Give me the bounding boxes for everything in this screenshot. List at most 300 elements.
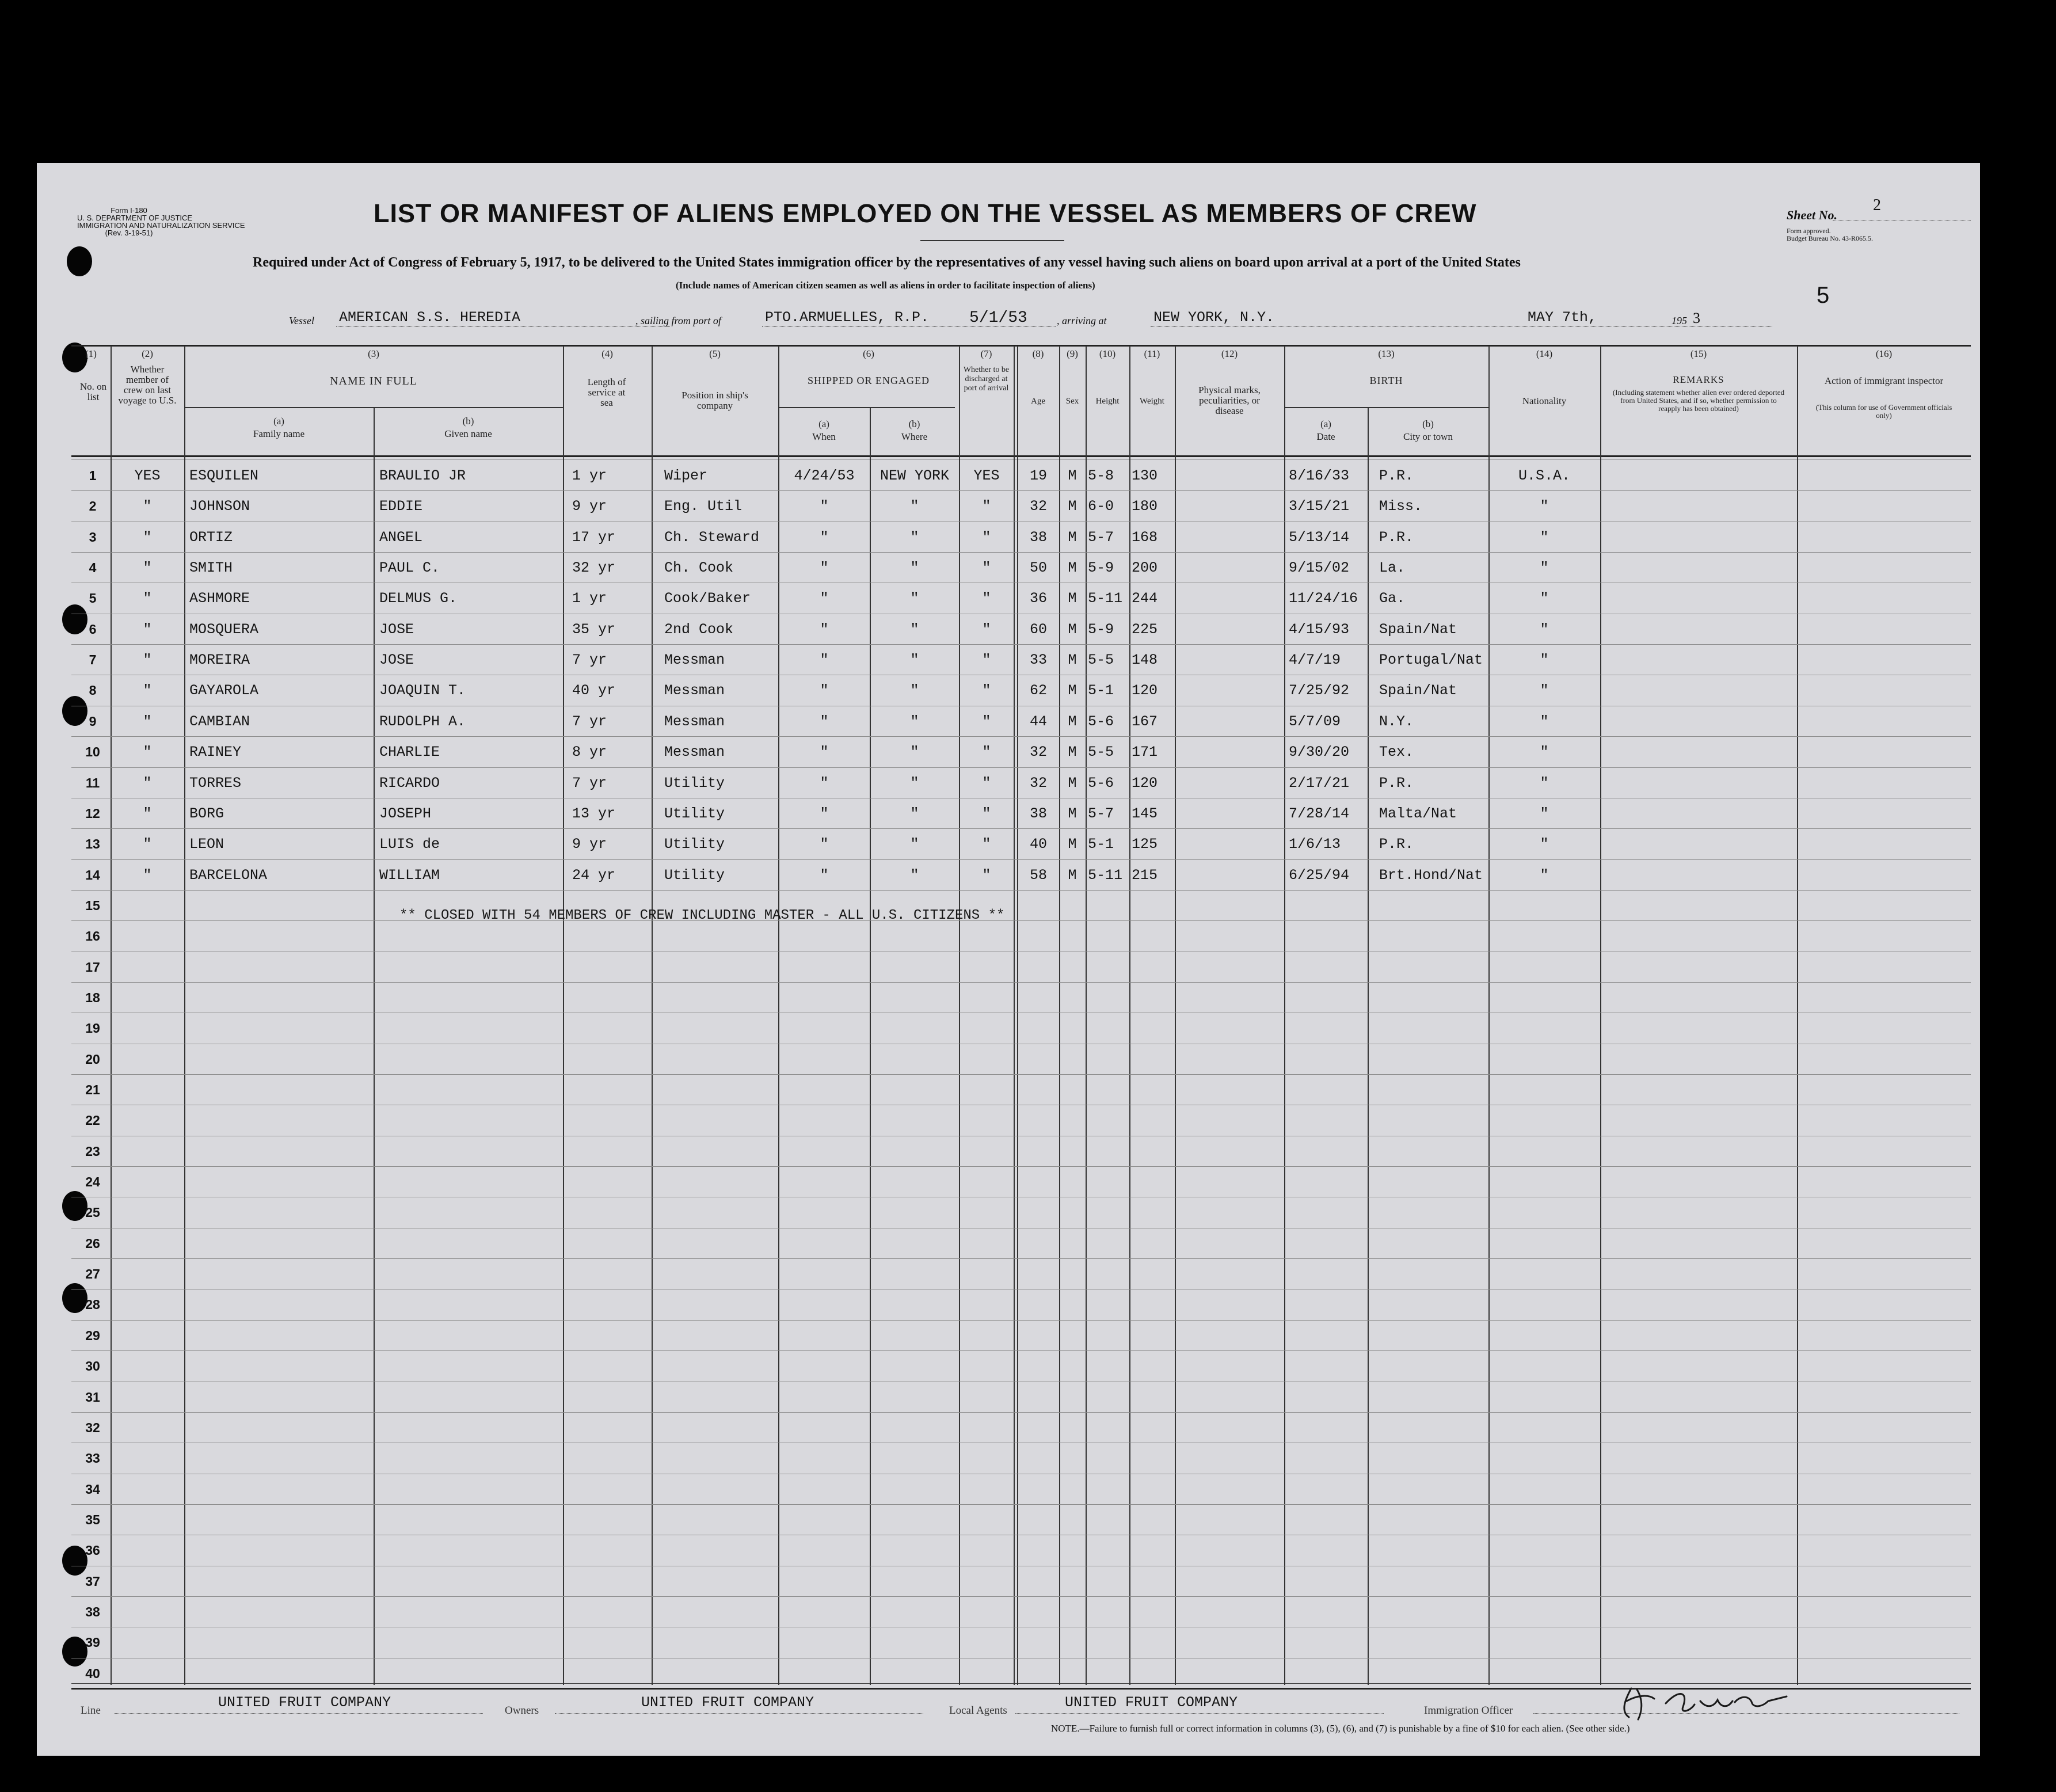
cell-weight: 168 [1132,529,1158,546]
cell-weight: 225 [1132,621,1158,638]
row-number: 29 [85,1328,100,1343]
cell-family: JOHNSON [189,498,250,515]
vessel-label: Vessel [289,315,314,326]
owners-value: UNITED FRUIT COMPANY [641,1694,814,1711]
row-number: 12 [85,806,100,821]
row-number: 5 [89,591,97,606]
col16-sublabel: (This column for use of Government officials only) [1815,403,1952,420]
cell-bplace: P.R. [1379,775,1414,792]
cell-nat: " [1540,775,1549,792]
year-suffix: 3 [1693,310,1700,326]
cell-where: " [910,836,919,853]
row-number: 34 [85,1482,100,1497]
cell-weight: 200 [1132,560,1158,576]
cell-when: " [820,744,829,760]
row-rule [71,1596,1971,1597]
cell-sex: M [1068,590,1077,607]
include-note: (Include names of American citizen seamen as well as aliens in order to facilitate inspection of aliens) [676,280,1095,291]
line-underline [115,1713,483,1714]
row-number: 10 [85,744,100,759]
cell-age: 19 [1029,467,1047,484]
cell-when: " [820,713,829,730]
cell-where: " [910,529,919,546]
col6b-label: Where [901,431,928,442]
cell-sex: M [1068,467,1077,484]
cell-position: Utility [664,867,725,884]
cell-age: 36 [1029,590,1047,607]
cell-bplace: La. [1379,560,1406,576]
owners-underline [555,1713,923,1714]
row-number: 24 [85,1174,100,1189]
cell-bplace: N.Y. [1379,713,1414,730]
row-rule [71,552,1971,553]
cell-service: 9 yr [572,836,607,853]
cell-when: " [820,775,829,792]
cell-given: JOSEPH [379,805,432,822]
vessel-name: AMERICAN S.S. HEREDIA [339,309,521,326]
cell-bdate: 5/7/09 [1289,713,1341,730]
row-number: 39 [85,1635,100,1650]
col-divider [1368,407,1369,1685]
form-id-block [77,206,245,237]
col14-number: (14) [1536,348,1553,359]
cell-prev: " [143,805,152,822]
cell-disch: " [982,836,991,853]
row-rule [71,982,1971,983]
col-divider [1014,346,1015,1685]
cell-position: Cook/Baker [664,590,751,607]
row-rule [71,1166,1971,1167]
cell-nat: " [1540,836,1549,853]
row-number: 3 [89,530,97,545]
page-title: LIST OR MANIFEST OF ALIENS EMPLOYED ON THE VESSEL AS MEMBERS OF CREW [374,199,1477,228]
cell-position: Utility [664,805,725,822]
col-divider [563,346,564,1685]
cell-prev: " [143,529,152,546]
officer-label: Immigration Officer [1424,1705,1513,1717]
cell-bdate: 8/16/33 [1289,467,1350,484]
row-number: 14 [85,868,100,882]
col-divider [1129,346,1130,1685]
cell-position: Messman [664,744,725,760]
cell-service: 1 yr [572,590,607,607]
cell-bplace: Miss. [1379,498,1423,515]
cell-bplace: P.R. [1379,467,1414,484]
col6-label: SHIPPED OR ENGAGED [807,375,930,386]
col13-label: BIRTH [1369,375,1403,386]
cell-when: " [820,560,829,576]
service-name: IMMIGRATION AND NATURALIZATION SERVICE [77,221,245,230]
cell-weight: 180 [1132,498,1158,515]
cell-bplace: Ga. [1379,590,1406,607]
cell-weight: 215 [1132,867,1158,884]
cell-given: CHARLIE [379,744,440,760]
row-number: 19 [85,1021,100,1036]
line-value: UNITED FRUIT COMPANY [218,1694,391,1711]
cell-bdate: 2/17/21 [1289,775,1350,792]
col13-number: (13) [1378,348,1395,359]
cell-height: 5-11 [1088,867,1123,884]
cell-where: " [910,560,919,576]
row-number: 15 [85,898,100,913]
cell-when: " [820,621,829,638]
requirement-text: Required under Act of Congress of February 5, 1917, to be delivered to the United States immigration officer by the representatives of any vessel having such aliens on board upon arrival at a port of the United States [253,255,1521,270]
cell-prev: " [143,590,152,607]
col7-number: (7) [980,348,992,359]
cell-prev: " [143,498,152,515]
cell-where: " [910,713,919,730]
row-number: 40 [85,1666,100,1681]
col1-number: (1) [85,348,97,359]
cell-service: 7 yr [572,775,607,792]
cell-when: " [820,498,829,515]
col2-number: (2) [142,348,153,359]
col4-label: Length of service at sea [587,376,626,408]
cell-service: 8 yr [572,744,607,760]
cell-prev: " [143,775,152,792]
cell-service: 35 yr [572,621,616,638]
cell-sex: M [1068,560,1077,576]
cell-disch: " [982,560,991,576]
row-number: 13 [85,836,100,851]
cell-nat: " [1540,682,1549,699]
row-number: 25 [85,1205,100,1220]
closing-note: ** CLOSED WITH 54 MEMBERS OF CREW INCLUDING MASTER - ALL U.S. CITIZENS ** [399,908,1005,923]
col-divider [1086,346,1087,1685]
cell-sex: M [1068,713,1077,730]
cell-service: 9 yr [572,498,607,515]
row-number: 31 [85,1390,100,1405]
port-of-sailing: PTO.ARMUELLES, R.P. [765,309,930,326]
cell-bplace: Malta/Nat [1379,805,1457,822]
row-number: 33 [85,1451,100,1466]
cell-given: JOSE [379,652,414,668]
agents-value: UNITED FRUIT COMPANY [1065,1694,1238,1711]
cell-age: 58 [1029,867,1047,884]
cell-disch: " [982,652,991,668]
col13b-label: City or town [1403,431,1453,442]
cell-given: BRAULIO JR [379,467,466,484]
cell-weight: 120 [1132,775,1158,792]
cell-bdate: 6/25/94 [1289,867,1350,884]
col5-label: Position in ship's company [681,390,748,411]
approval-line-1: Form approved. [1787,227,1831,235]
cell-sex: M [1068,529,1077,546]
row-number: 26 [85,1236,100,1251]
arrival-date: MAY 7th, [1528,309,1597,326]
cell-age: 32 [1029,744,1047,760]
col15-sublabel: (Including statement whether alien ever ordered deported from United States, and if so, whether permission to reapply has been obtained) [1612,388,1785,413]
col-divider [1059,346,1060,1685]
row-number: 23 [85,1144,100,1159]
cell-age: 38 [1029,529,1047,546]
sheet-number: 2 [1873,196,1881,214]
penalty-note: NOTE.—Failure to furnish full or correct information in columns (3), (5), (6), and (7) is punishable by a fine of $10 for each alien. (See other side.) [1051,1723,1630,1734]
cell-bplace: Tex. [1379,744,1414,760]
cell-when: " [820,867,829,884]
cell-bplace: Brt.Hond/Nat [1379,867,1483,884]
cell-weight: 244 [1132,590,1158,607]
col11-number: (11) [1144,348,1160,359]
cell-height: 5-5 [1088,744,1114,760]
cell-nat: " [1540,498,1549,515]
col-divider [1600,346,1601,1685]
cell-weight: 125 [1132,836,1158,853]
cell-disch: " [982,744,991,760]
cell-position: Messman [664,713,725,730]
cell-disch: " [982,498,991,515]
cell-given: PAUL C. [379,560,440,576]
row-number: 7 [89,652,97,667]
cell-bplace: Spain/Nat [1379,621,1457,638]
col6-number: (6) [863,348,874,359]
cell-nat: " [1540,529,1549,546]
col-divider [959,346,960,1685]
cell-service: 7 yr [572,652,607,668]
cell-where: " [910,621,919,638]
row-rule [71,828,1971,829]
row-number: 8 [89,683,97,698]
row-rule [71,890,1971,891]
cell-height: 6-0 [1088,498,1114,515]
col-divider [1175,346,1176,1685]
owners-label: Owners [505,1705,539,1717]
col16-label: Action of immigrant inspector [1824,375,1944,386]
header-bottom-rule [71,455,1971,457]
cell-position: Eng. Util [664,498,743,515]
year-prefix: 195 [1672,315,1687,326]
col-divider [374,407,375,1685]
cell-family: ASHMORE [189,590,250,607]
manifest-table-frame [71,345,1971,1690]
cell-sex: M [1068,836,1077,853]
cell-height: 5-11 [1088,590,1123,607]
corner-number: 5 [1817,283,1830,308]
birth-header-subrule [1284,407,1488,408]
row-number: 20 [85,1052,100,1067]
row-number: 1 [89,468,97,483]
cell-bdate: 9/30/20 [1289,744,1350,760]
row-rule [71,1350,1971,1351]
row-number: 4 [89,560,97,575]
cell-height: 5-9 [1088,621,1114,638]
cell-disch: YES [973,467,1000,484]
cell-disch: " [982,529,991,546]
row-number: 18 [85,990,100,1005]
cell-prev: " [143,621,152,638]
cell-sex: M [1068,498,1077,515]
cell-when: " [820,836,829,853]
cell-family: TORRES [189,775,242,792]
col-divider [652,346,653,1685]
title-underline [920,240,1064,241]
form-revision: (Rev. 3-19-51) [105,229,153,237]
row-number: 37 [85,1574,100,1589]
cell-given: RUDOLPH A. [379,713,466,730]
department-name: U. S. DEPARTMENT OF JUSTICE [77,214,193,222]
col7-label: Whether to be discharged at port of arrival [963,366,1010,393]
cell-prev: " [143,744,152,760]
cell-disch: " [982,713,991,730]
cell-height: 5-7 [1088,805,1114,822]
cell-bdate: 7/25/92 [1289,682,1350,699]
col-divider [778,346,779,1685]
col13a-label: Date [1316,431,1335,442]
agents-underline [1015,1713,1384,1714]
cell-weight: 148 [1132,652,1158,668]
row-number: 9 [89,714,97,729]
col16-number: (16) [1875,348,1893,359]
cell-age: 60 [1029,621,1047,638]
cell-sex: M [1068,775,1077,792]
cell-service: 1 yr [572,467,607,484]
row-rule [71,1320,1971,1321]
cell-bdate: 1/6/13 [1289,836,1341,853]
row-rule [71,490,1971,491]
cell-bdate: 3/15/21 [1289,498,1350,515]
sheet-label: Sheet No. [1787,208,1837,222]
cell-sex: M [1068,652,1077,668]
cell-bdate: 11/24/16 [1289,590,1358,607]
cell-service: 7 yr [572,713,607,730]
arriving-label: , arriving at [1057,315,1107,326]
cell-service: 40 yr [572,682,616,699]
cell-given: ANGEL [379,529,423,546]
cell-service: 13 yr [572,805,616,822]
approval-line-2: Budget Bureau No. 43-R065.5. [1787,234,1873,242]
cell-height: 5-5 [1088,652,1114,668]
cell-height: 5-1 [1088,836,1114,853]
sailing-underline [762,326,1056,327]
row-number: 11 [85,775,100,790]
cell-where: " [910,744,919,760]
line-label: Line [81,1705,101,1717]
cell-where: " [910,805,919,822]
cell-prev: " [143,713,152,730]
cell-age: 44 [1029,713,1047,730]
row-rule [71,1074,1971,1075]
col5-number: (5) [709,348,721,359]
col3-label: NAME IN FULL [330,375,417,387]
col12-label: Physical marks, peculiarities, or disease [1198,385,1261,416]
cell-when: " [820,652,829,668]
cell-bplace: P.R. [1379,836,1414,853]
cell-prev: " [143,682,152,699]
cell-prev: YES [134,467,161,484]
col-divider [1488,346,1490,1685]
cell-bdate: 7/28/14 [1289,805,1350,822]
cell-disch: " [982,682,991,699]
cell-family: MOSQUERA [189,621,259,638]
cell-bdate: 5/13/14 [1289,529,1350,546]
cell-family: ESQUILEN [189,467,259,484]
cell-position: 2nd Cook [664,621,734,638]
cell-family: CAMBIAN [189,713,250,730]
cell-when: " [820,682,829,699]
cell-weight: 130 [1132,467,1158,484]
row-number: 16 [85,929,100,943]
col-divider [1284,346,1285,1685]
cell-where: " [910,590,919,607]
col13b-marker: (b) [1422,418,1434,429]
cell-family: SMITH [189,560,233,576]
cell-sex: M [1068,744,1077,760]
row-rule [71,859,1971,860]
cell-service: 32 yr [572,560,616,576]
cell-nat: " [1540,713,1549,730]
cell-bplace: Portugal/Nat [1379,652,1483,668]
row-number: 32 [85,1420,100,1435]
cell-sex: M [1068,682,1077,699]
shipped-header-subrule [778,407,955,408]
cell-prev: " [143,560,152,576]
row-number: 38 [85,1604,100,1619]
row-rule [71,920,1971,921]
col10-label: Height [1095,397,1120,406]
cell-nat: " [1540,805,1549,822]
cell-age: 62 [1029,682,1047,699]
cell-sex: M [1068,621,1077,638]
cell-family: BARCELONA [189,867,268,884]
cell-age: 33 [1029,652,1047,668]
cell-when: " [820,529,829,546]
cell-sex: M [1068,867,1077,884]
col3a-marker: (a) [273,416,284,427]
col15-number: (15) [1690,348,1707,359]
cell-position: Wiper [664,467,708,484]
row-number: 35 [85,1512,100,1527]
cell-nat: U.S.A. [1518,467,1570,484]
col3-number: (3) [368,348,379,359]
cell-position: Messman [664,652,725,668]
cell-nat: " [1540,867,1549,884]
cell-bdate: 4/15/93 [1289,621,1350,638]
cell-when: " [820,590,829,607]
row-number: 21 [85,1082,100,1097]
cell-given: JOAQUIN T. [379,682,466,699]
cell-disch: " [982,867,991,884]
col9-number: (9) [1067,348,1078,359]
cell-family: GAYAROLA [189,682,259,699]
cell-nat: " [1540,744,1549,760]
officer-signature [1614,1678,1804,1724]
col6b-marker: (b) [908,418,920,429]
col14-label: Nationality [1522,395,1567,406]
cell-age: 32 [1029,498,1047,515]
cell-bplace: Spain/Nat [1379,682,1457,699]
cell-given: JOSE [379,621,414,638]
col-divider [184,346,185,1685]
cell-where: " [910,498,919,515]
cell-where: " [910,867,919,884]
cell-where: " [910,682,919,699]
row-number: 27 [85,1266,100,1281]
cell-height: 5-8 [1088,467,1114,484]
row-rule [71,1504,1971,1505]
cell-where: NEW YORK [879,467,950,484]
row-number: 17 [85,960,100,975]
col-divider [1017,346,1018,1685]
cell-disch: " [982,621,991,638]
cell-nat: " [1540,560,1549,576]
cell-disch: " [982,590,991,607]
cell-given: EDDIE [379,498,423,515]
col15-label: REMARKS [1673,374,1724,385]
cell-family: MOREIRA [189,652,250,668]
cell-prev: " [143,652,152,668]
cell-family: BORG [189,805,224,822]
cell-disch: " [982,805,991,822]
